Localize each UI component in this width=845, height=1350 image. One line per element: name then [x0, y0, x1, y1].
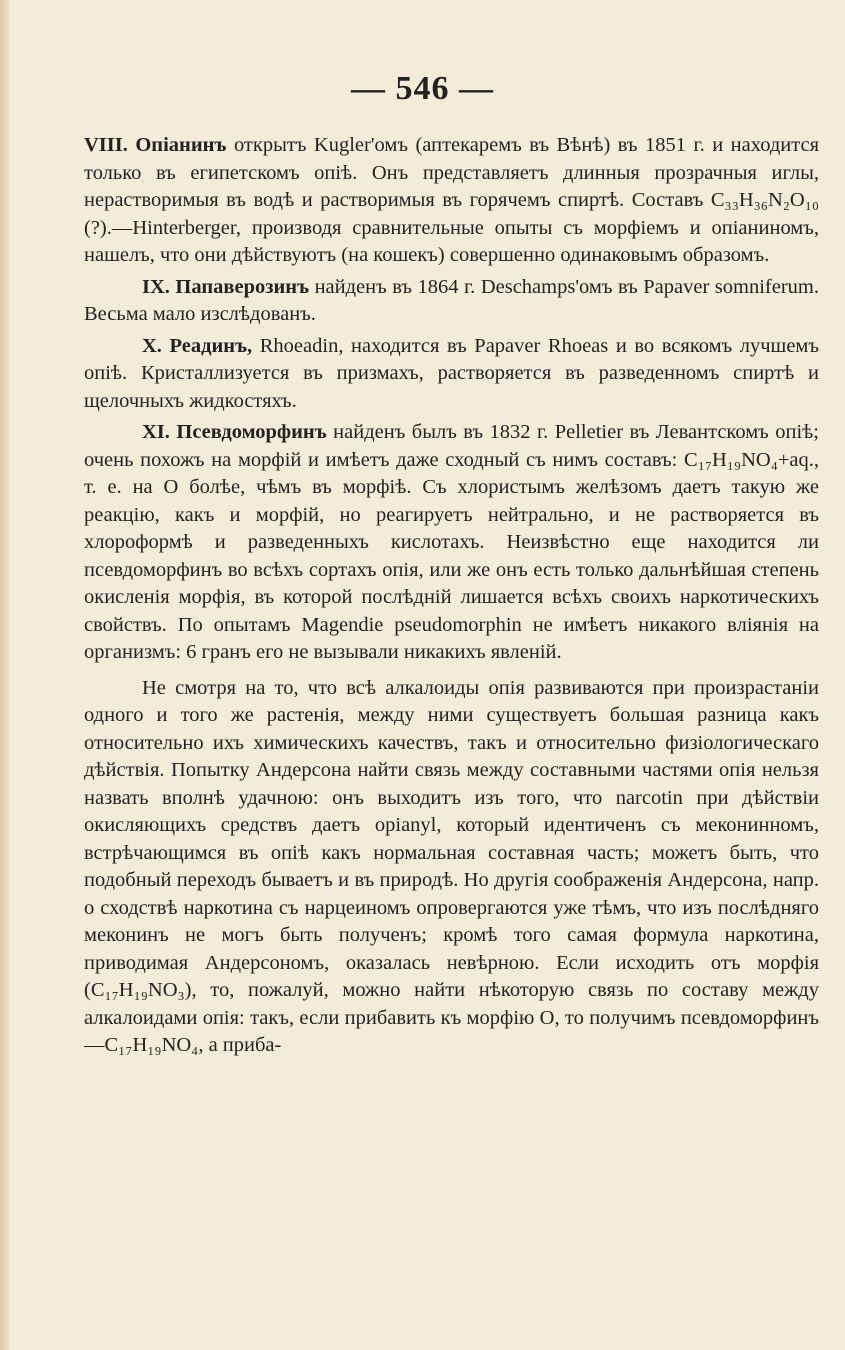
paragraph-text: найденъ въ 1864 г. Deschamps'омъ въ Papaver somniferum. Весьма мало изслѣдованъ.: [84, 275, 820, 325]
paragraph-rhoeadin: [84, 333, 819, 416]
paragraph-text: Rhoeadin, находится въ Papaver Rhoeas и во всякомъ лучшемъ опіѣ. Кристаллизуется въ призмахъ, растворяется въ разведенномъ спиртѣ и щелочныхъ жидкостяхъ.: [84, 334, 819, 412]
paragraph-text: Не смотря на то, что всѣ алкалоиды опія развиваются при произрастаніи одного и того же растенія, между ними существуетъ большая разница какъ относительно ихъ химическихъ качествъ, такъ и относительно физіологическаго дѣйствія. Попытку Андерсона найти связь между составными частями опія нельзя назвать вполнѣ удачною: онъ выходитъ изъ того, что narcotin при дѣйствіи окисляющихъ средствъ даетъ opianyl, который идентиченъ съ меконинномъ, встрѣчающимся въ опіѣ какъ нормальная составная часть; можетъ быть, что подобный переходъ бываетъ и въ природѣ. Но другія соображенія Андерсона, напр. о сходствѣ наркотина съ нарцеиномъ опровергаются уже тѣмъ, что изъ послѣдняго меконинъ не могъ быть полученъ; кромѣ того самая формула наркотина, приводимая Андерсономъ, оказалась невѣрною. Если исходить отъ морфія (C₁₇H₁₉NO₃), то, пожалуй, можно найти нѣкоторую связь по составу между алкалоидами опія: такъ, если прибавить къ морфію O, то получимъ псевдоморфинъ—C₁₇H₁₉NO₄, а приба-: [84, 676, 819, 1056]
term-pseudomorphin: XI. Псевдоморфинъ: [142, 421, 327, 443]
paragraph-text: открытъ Kugler'омъ (аптекаремъ въ Вѣнѣ) въ 1851 г. и находится только въ египетскомъ опіѣ. Онъ представляетъ длинныя прозрачныя иглы, нерастворимыя въ водѣ и растворимыя въ горячемъ спиртѣ. Составъ C₃₃H₃₆N₂O₁₀ (?).—Hinterberger, производя сравнительные опыты съ морфіемъ и опіаниномъ, нашелъ, что они дѣйствуютъ (на кошекъ) совершенно одинаковымъ образомъ.: [84, 134, 820, 266]
page-number: — 546 —: [351, 70, 494, 107]
paragraph-text: найденъ былъ въ 1832 г. Pelletier въ Левантскомъ опіѣ; очень похожъ на морфій и имѣетъ даже сходный съ нимъ составъ: C₁₇H₁₉NO₄+aq., т. е. на O болѣе, чѣмъ въ морфіѣ. Съ хлористымъ желѣзомъ даетъ такую же реакцію, какъ и морфій, но реагируетъ нейтрально, и не растворяется въ хлороформѣ и разведенныхъ кислотахъ. Неизвѣстно еще находится ли псевдоморфинъ во всѣхъ сортахъ опія, или же онъ есть только дальнѣйшая степень окисленія морфія, въ которой послѣдній лишается всѣхъ своихъ наркотическихъ свойствъ. По опытамъ Magendie pseudomorphin не имѣетъ никакого вліянія на организмъ: 6 гранъ его не вызывали никакихъ явленій.: [84, 421, 820, 663]
paragraph-pseudomorphin: [84, 419, 819, 667]
paragraph-alkaloids-relations: [84, 675, 819, 1060]
page-edge: [0, 0, 10, 1350]
text-body: [84, 132, 819, 1064]
term-opianin: VIII. Опіанинъ: [84, 134, 227, 156]
term-rhoeadin: X. Реадинъ,: [142, 334, 253, 357]
term-papaverosin: IX. Папаверозинъ: [142, 275, 310, 298]
paragraph-opianin: [84, 132, 819, 270]
paragraph-papaverosin: [84, 274, 819, 329]
